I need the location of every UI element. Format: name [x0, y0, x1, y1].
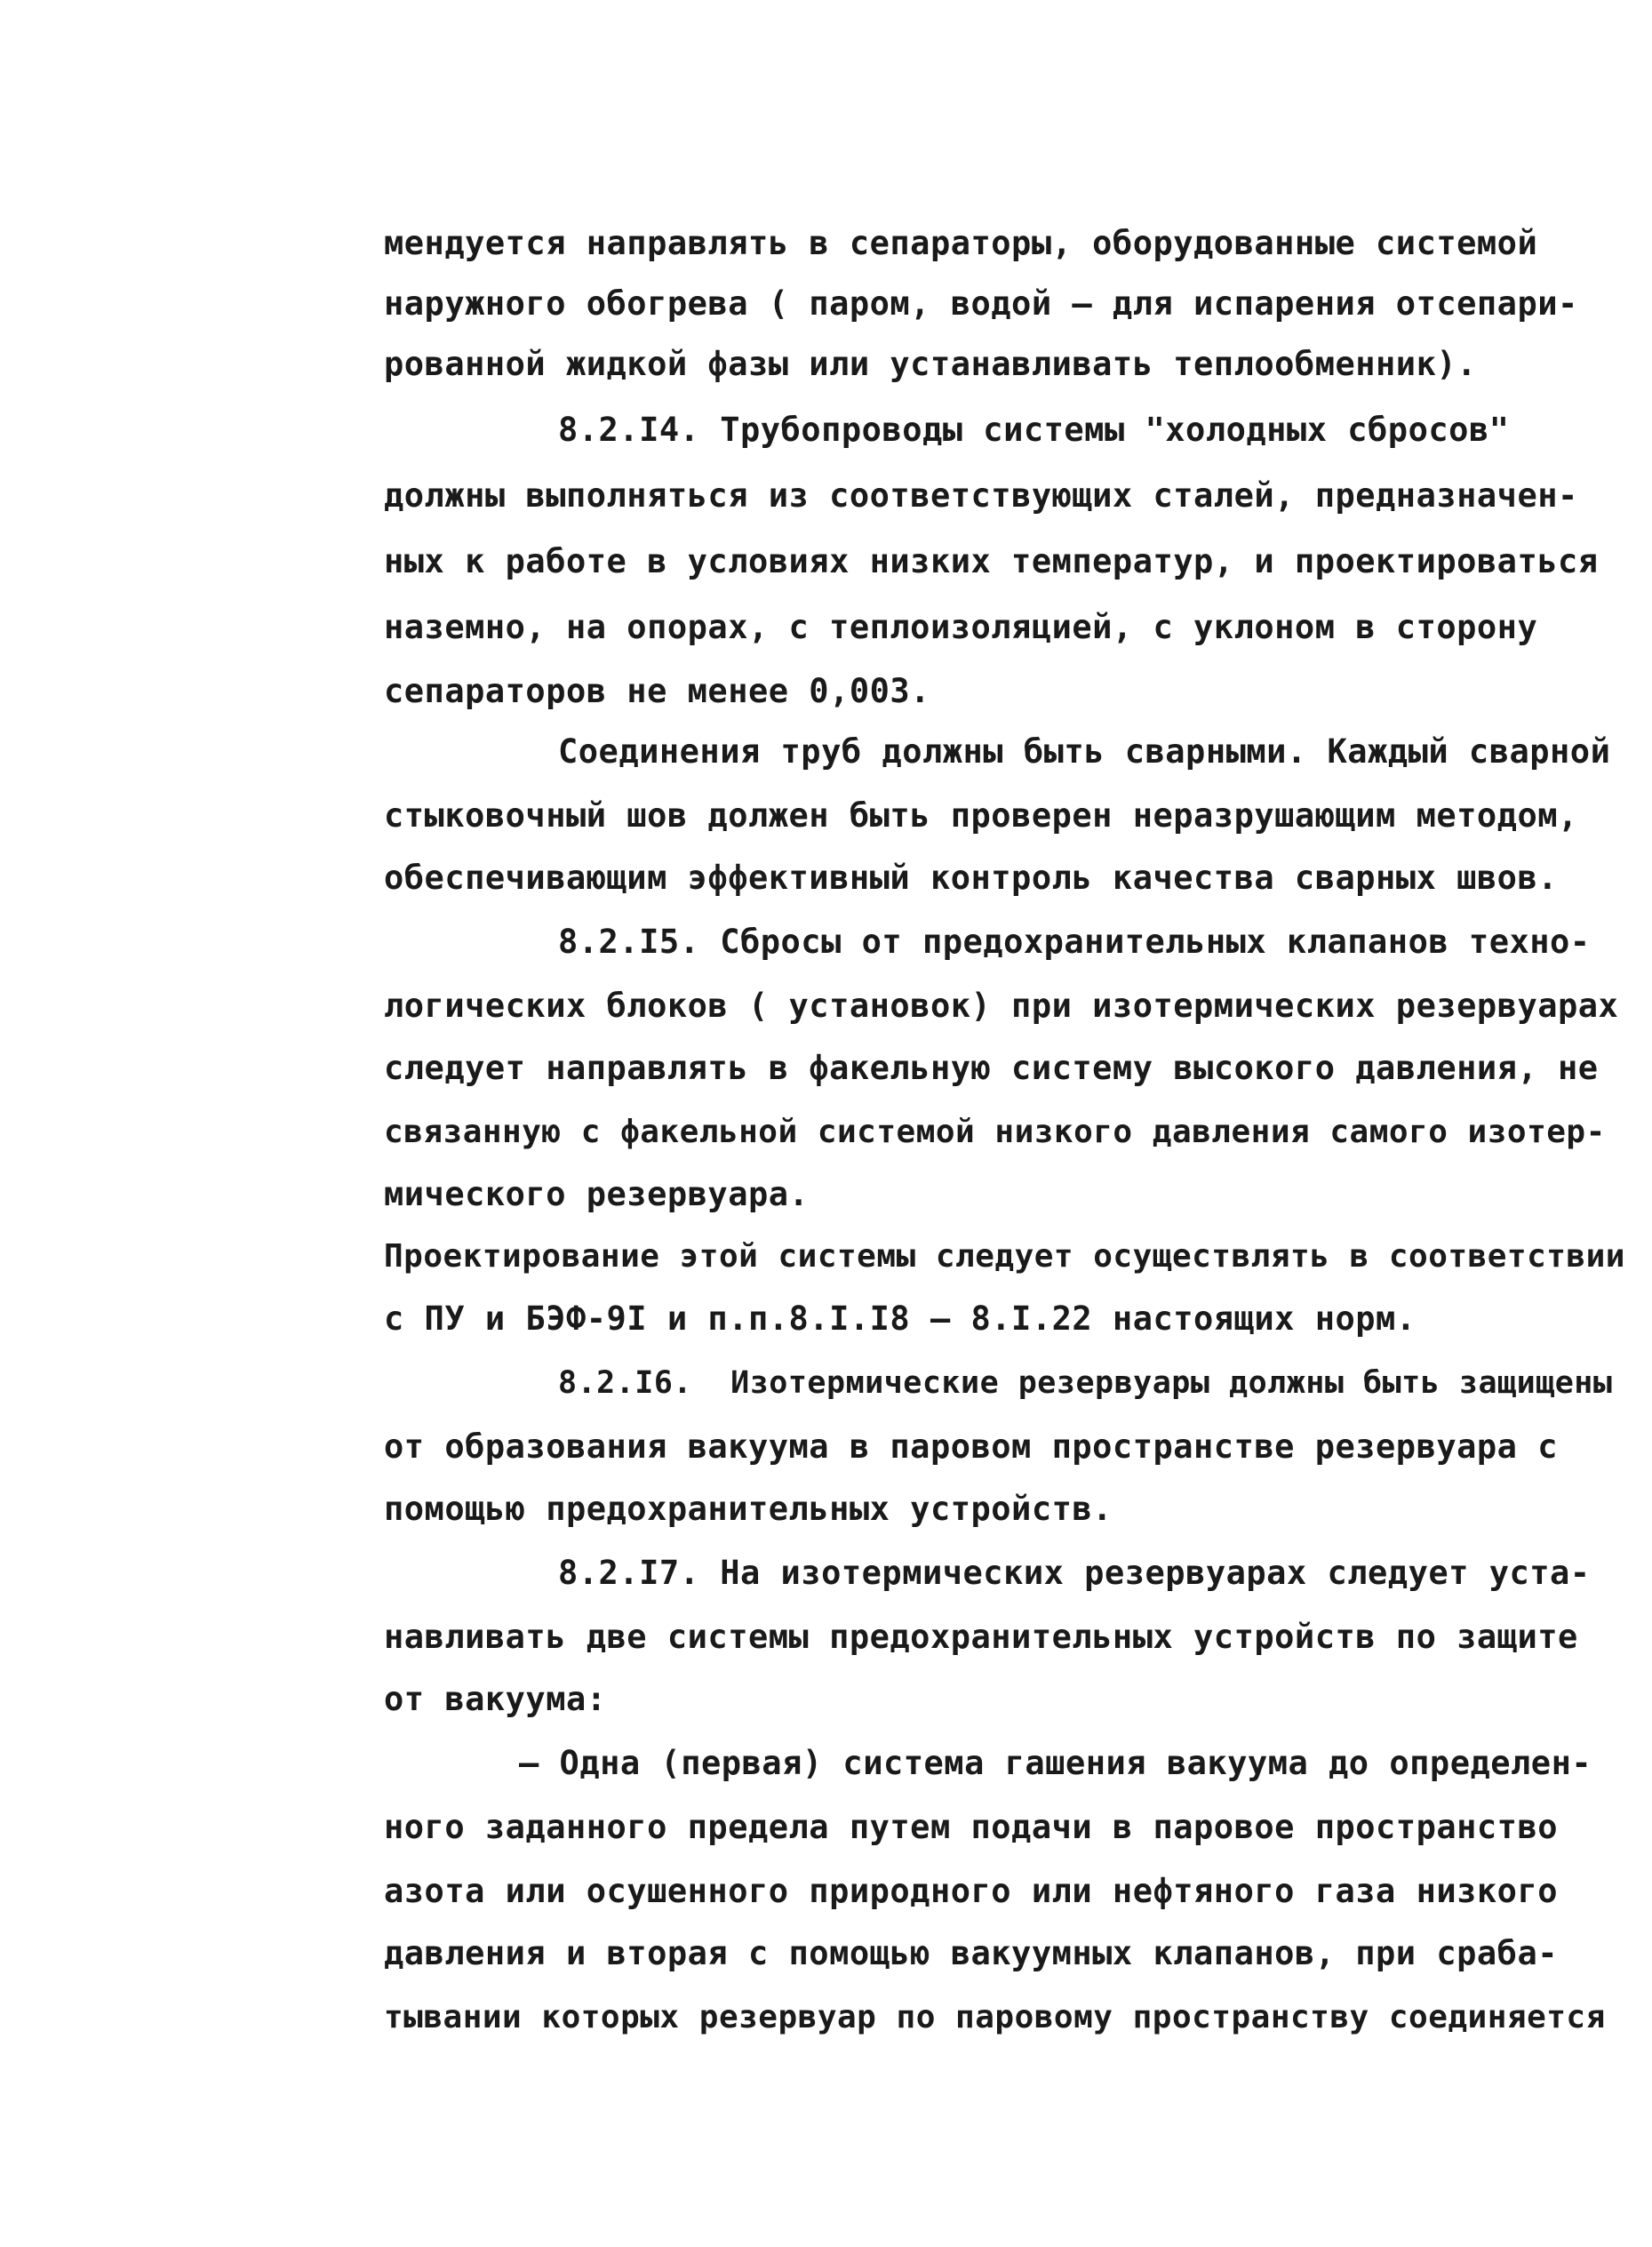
text-line: рованной жидкой фазы или устанавливать теплообменник).: [384, 345, 1477, 383]
text-line: от вакуума:: [384, 1680, 607, 1718]
paragraph-heading-8-2-15: 8.2.I5. Сбросы от предохранительных клапанов техно-: [558, 923, 1591, 961]
paragraph-heading-8-2-16: 8.2.I6. Изотермические резервуары должны быть защищены: [558, 1365, 1613, 1401]
text-line: наружного обогрева ( паром, водой – для испарения отсепари-: [384, 284, 1578, 323]
text-line: должны выполняться из соответствующих сталей, предназначен-: [384, 476, 1578, 515]
text-line: мического резервуара.: [384, 1175, 810, 1213]
text-line: ного заданного предела путем подачи в паровое пространство: [384, 1808, 1559, 1846]
text-line: логических блоков ( установок) при изотермических резервуарах: [384, 987, 1619, 1025]
paragraph-heading-8-2-14: 8.2.I4. Трубопроводы системы "холодных сбросов": [558, 411, 1510, 449]
paragraph-heading-8-2-17: 8.2.I7. На изотермических резервуарах следует уста-: [558, 1554, 1591, 1592]
text-line: наземно, на опорах, с теплоизоляцией, с уклоном в сторону: [384, 608, 1538, 646]
text-line: давления и вторая с помощью вакуумных клапанов, при сраба-: [384, 1934, 1559, 1972]
text-line: тывании которых резервуар по паровому пространству соединяется: [384, 1999, 1606, 2035]
text-line: сепараторов не менее 0,003.: [384, 672, 930, 710]
text-line: с ПУ и БЭФ-9I и п.п.8.I.I8 – 8.I.22 настоящих норм.: [384, 1299, 1417, 1338]
text-line: навливать две системы предохранительных устройств по защите: [384, 1618, 1578, 1656]
text-line: стыковочный шов должен быть проверен неразрушающим методом,: [384, 796, 1578, 835]
text-line: мендуется направлять в сепараторы, оборудованные системой: [384, 224, 1538, 262]
text-line: от образования вакуума в паровом пространстве резервуара с: [384, 1427, 1559, 1466]
list-item-dash: – Одна (первая) система гашения вакуума до определен-: [519, 1744, 1592, 1782]
text-line: Проектирование этой системы следует осуществлять в соответствии: [384, 1238, 1625, 1275]
text-line: азота или осушенного природного или нефтяного газа низкого: [384, 1872, 1559, 1910]
text-line: связанную с факельной системой низкого давления самого изотер-: [384, 1114, 1606, 1150]
text-line: следует направлять в факельную систему высокого давления, не: [384, 1049, 1599, 1087]
text-line: обеспечивающим эффективный контроль качества сварных швов.: [384, 859, 1559, 897]
text-line: помощью предохранительных устройств.: [384, 1490, 1113, 1528]
text-line: Соединения труб должны быть сварными. Каждый сварной: [558, 732, 1611, 771]
text-line: ных к работе в условиях низких температур, и проектироваться: [384, 542, 1599, 580]
